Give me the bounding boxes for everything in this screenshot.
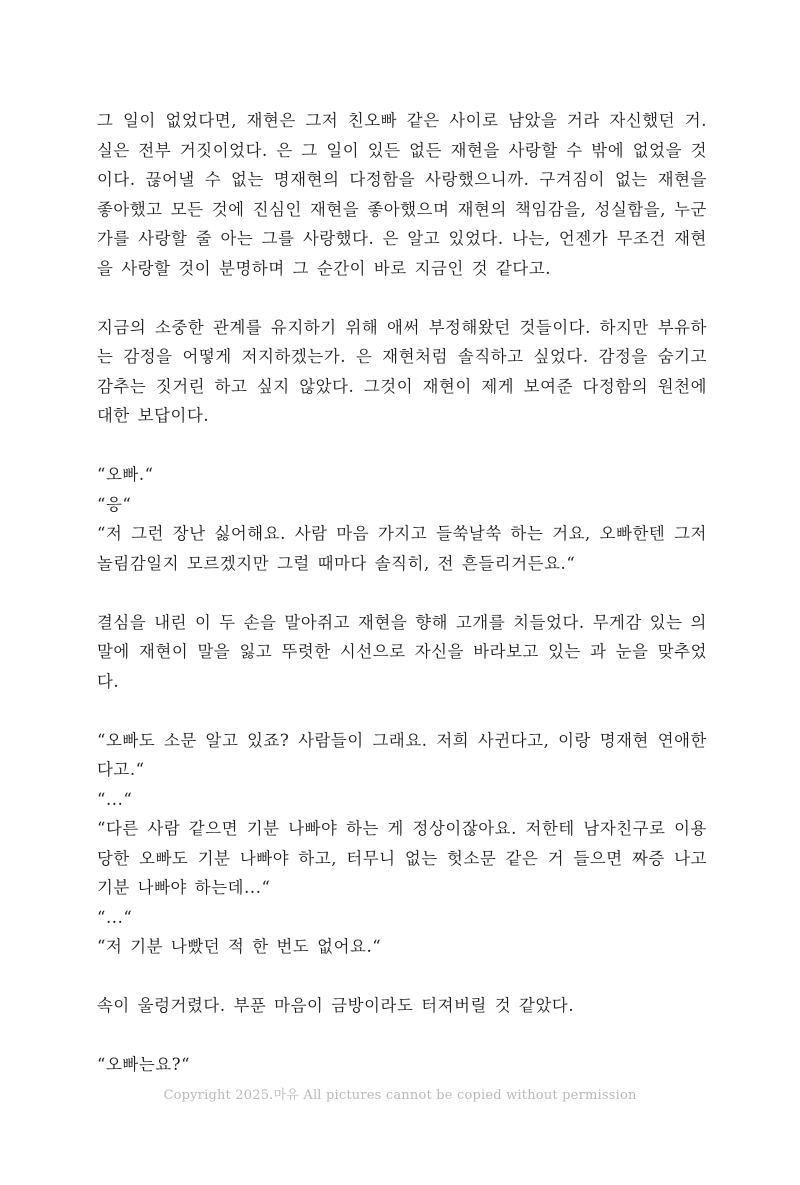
dialogue-line: “...“	[97, 907, 133, 927]
dialogue-line: “오빠도 소문 알고 있죠? 사람들이 그래요. 저희 사귄다고, 이랑 명재현 연애한다고.“	[97, 730, 707, 779]
dialogue-line: “오빠는요?“	[97, 1055, 191, 1074]
dialogue-line: “저 그런 장난 싫어해요. 사람 마음 가지고 들쑥날쑥 하는 거요, 오빠한텐 그저 놀림감일지 모르겠지만 그럴 때마다 솔직히, 전 흔들리거든요.“	[97, 524, 707, 573]
paragraph: 결심을 내린 이 두 손을 말아쥐고 재현을 향해 고개를 치들었다. 무게감 있는 의 말에 재현이 말을 잃고 뚜렷한 시선으로 자신을 바라보고 있는 과 눈을 맞추었다.	[97, 612, 707, 691]
dialogue-group	[97, 726, 707, 962]
dialogue-group	[97, 1050, 707, 1080]
dialogue-line: “저 기분 나빴던 적 한 번도 없어요.“	[97, 937, 382, 956]
dialogue-line: “오빠.“	[97, 465, 154, 484]
dialogue-line: “...“	[97, 789, 133, 809]
copyright-notice: Copyright 2025.마유 All pictures cannot be copied without permission	[163, 1088, 637, 1103]
dialogue-group	[97, 460, 707, 578]
paragraph: 지금의 소중한 관계를 유지하기 위해 애써 부정해왔던 것들이다. 하지만 부유하는 감정을 어떻게 저지하겠는가. 은 재현처럼 솔직하고 싶었다. 감정을 숨기고 감추는 짓거린 하고 싶지 않았다. 그것이 재현이 제게 보여준 다정함의 원천에 대한 보답이다.	[97, 317, 707, 425]
paragraph: 그 일이 없었다면, 재현은 그저 친오빠 같은 사이로 남았을 거라 자신했던 거. 실은 전부 거짓이었다. 은 그 일이 있든 없든 재현을 사랑할 수 밖에 없었을 것이다. 끊어낼 수 없는 명재현의 다정함을 사랑했으니까. 구겨짐이 없는 재현을 좋아했고 모든 것에 진심인 재현을 좋아했으며 재현의 책임감을, 성실함을, 누군가를 사랑할 줄 아는 그를 사랑했다. 은 알고 있었다. 나는, 언젠가 무조건 재현을 사랑할 것이 분명하며 그 순간이 바로 지금인 것 같다고.	[97, 111, 707, 278]
dialogue-line: “다른 사람 같으면 기분 나빠야 하는 게 정상이잖아요. 저한테 남자친구로 이용당한 오빠도 기분 나빠야 하고, 터무니 없는 헛소문 같은 거 들으면 짜증 나고 기분 나빠야 하는데...“	[97, 819, 707, 897]
story-text	[97, 106, 707, 1109]
dialogue-line: “응“	[97, 494, 132, 514]
paragraph: 속이 울렁거렸다. 부푼 마음이 금방이라도 터져버릴 것 같았다.	[97, 996, 575, 1015]
